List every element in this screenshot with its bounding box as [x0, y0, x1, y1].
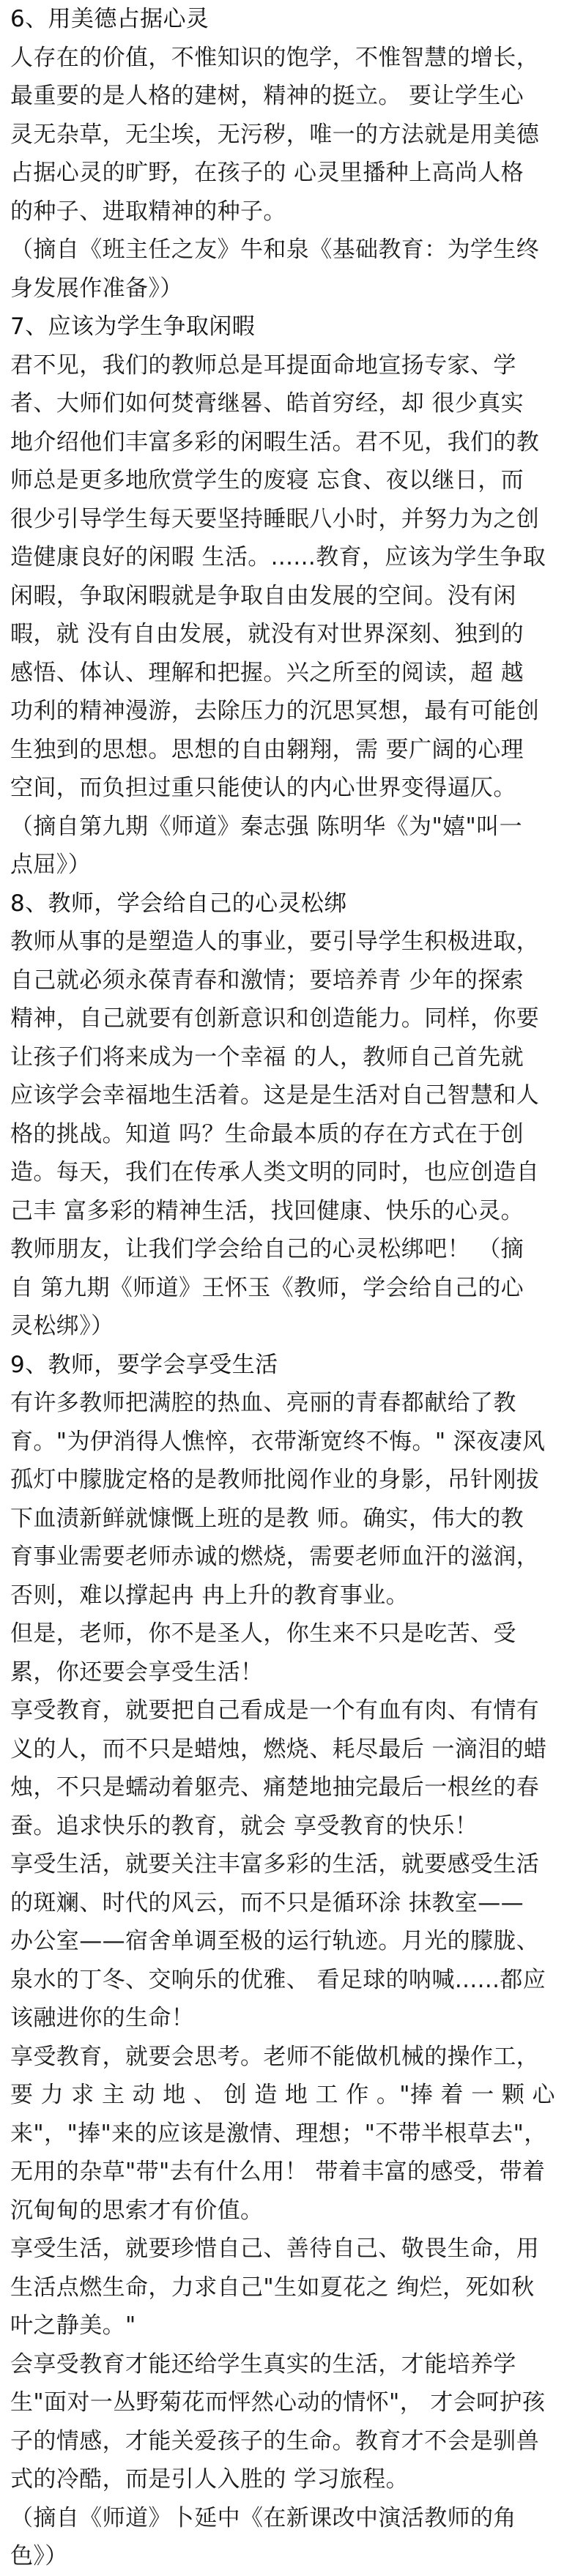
paragraph-line: 蚕。追求快乐的教育，就会 享受教育的快乐！: [10, 1812, 478, 1839]
citation-line: 身发展作准备》）: [10, 275, 183, 302]
paragraph-line: 应该学会幸福地生活着。这是是生活对自己智慧和人: [10, 1082, 540, 1109]
paragraph-line: 师总是更多地欣赏学生的废寝 忘食、夜以继日，而: [10, 467, 524, 494]
paragraph-line: 人存在的价值，不惟知识的饱学，不惟智慧的增长，: [10, 44, 540, 71]
paragraph-line: 该融进你的生命！: [10, 2005, 195, 2031]
paragraph-line: 无用的杂草"带"去有什么用！ 带着丰富的感受，带着: [10, 2159, 546, 2185]
paragraph-line: 累，你还要会享受生活！: [10, 1659, 264, 1686]
paragraph-line: 烛，不只是蠕动着躯壳、痛楚地抽完最后一根丝的春: [10, 1774, 540, 1801]
citation-line: 点屈》）: [10, 852, 92, 878]
paragraph-line: 孤灯中朦胧定格的是教师批阅作业的身影，吊针刚拔: [10, 1467, 540, 1493]
paragraph-line: 否则，难以撑起冉 冉上升的教育事业。: [10, 1582, 409, 1609]
paragraph-line: 暇，就 没有自由发展，就没有对世界深刻、独到的: [10, 621, 524, 647]
paragraph-line: 教师朋友，让我们学会给自己的心灵松绑吧！ （摘: [10, 1236, 524, 1262]
paragraph-line: 生"面对一丛野菊花而怦然心动的情怀"， 才会呵护孩: [10, 2389, 546, 2416]
citation-line: 自 第九期《师道》王怀玉《教师，学会给自己的心: [10, 1274, 524, 1301]
paragraph-line: 的种子、进取精神的种子。: [10, 198, 286, 225]
citation-line: （摘自《班主任之友》牛和泉《基础教育：为学生终: [10, 237, 540, 263]
paragraph-line: 要 力 求 主 动 地 、 创 造 地 工 作 。"捧 着 一 颗 心: [10, 2082, 555, 2108]
paragraph-line: 式的冷酷，而是引人入胜的 学习旅程。: [10, 2466, 409, 2493]
paragraph-line: 享受生活，就要关注丰富多彩的生活，就要感受生活: [10, 1851, 540, 1877]
paragraph-line: 灵无杂草，无尘埃，无污秽，唯一的方法就是用美德: [10, 121, 540, 148]
paragraph-line: 占据心灵的旷野，在孩子的 心灵里播种上高尚人格: [10, 160, 524, 186]
paragraph-line: 教师从事的是塑造人的事业，要引导学生积极进取，: [10, 928, 540, 955]
paragraph-line: 最重要的是人格的建树，精神的挺立。 要让学生心: [10, 83, 524, 109]
paragraph-line: 享受教育，就要会思考。老师不能做机械的操作工，: [10, 2043, 540, 2070]
paragraph-line: 让孩子们将来成为一个幸福 的人，教师自己首先就: [10, 1043, 524, 1071]
paragraph-line: 下血渍新鲜就慷慨上班的是教 师。确实，伟大的教: [10, 1505, 524, 1532]
paragraph-line: 很少引导学生每天要坚持睡眠八小时，并努力为之创: [10, 505, 540, 532]
paragraph-line: 造。每天，我们在传承人类文明的同时，也应创造自: [10, 1159, 540, 1185]
paragraph-line: 享受生活，就要珍惜自己、善待自己、敬畏生命，用: [10, 2236, 540, 2262]
citation-line: （摘自《师道》卜延中《在新课改中演活教师的角: [10, 2504, 516, 2531]
paragraph-line: 格的挑战。知道 吗？生命最本质的存在方式在于创: [10, 1120, 524, 1147]
paragraph-line: 办公室——宿舍单调至极的运行轨迹。月光的朦胧、: [10, 1928, 540, 1954]
citation-line: 灵松绑》）: [10, 1313, 114, 1339]
citation-line: 色》）: [10, 2543, 68, 2569]
paragraph-line: 育事业需要老师赤诚的燃烧，需要老师血汗的滋润，: [10, 1544, 540, 1570]
section-heading: 8、教师，学会给自己的心灵松绑: [10, 890, 347, 917]
paragraph-line: 己丰 富多彩的精神生活，找回健康、快乐的心灵。: [10, 1197, 524, 1224]
paragraph-line: 的斑斓、时代的风云，而不只是循环涂 抹教室——: [10, 1889, 524, 1916]
paragraph-line: 功利的精神漫游，去除压力的沉思冥想，最有可能创: [10, 698, 540, 724]
paragraph-line: 感悟、体认、理解和把握。兴之所至的阅读，超 越: [10, 659, 524, 686]
paragraph-line: 泉水的丁冬、交响乐的优雅、 看足球的呐喊......都应: [10, 1966, 546, 1993]
paragraph-line: 义的人，而不只是蜡烛，燃烧、耗尽最后 一滴泪的蜡: [10, 1735, 547, 1762]
paragraph-line: 育。"为伊消得人憔悴，衣带渐宽终不悔。" 深夜凄风: [10, 1428, 546, 1455]
paragraph-line: 精神，自己就要有创新意识和创造能力。同样，你要: [10, 1005, 540, 1032]
section-heading: 9、教师，要学会享受生活: [10, 1351, 278, 1378]
paragraph-line: 地介绍他们丰富多彩的闲暇生活。君不见，我们的教: [10, 428, 540, 455]
paragraph-line: 叶之静美。": [10, 2312, 136, 2339]
paragraph-line: 君不见，我们的教师总是耳提面命地宣扬专家、学: [10, 351, 516, 379]
paragraph-line: 有许多教师把满腔的热血、亮丽的青春都献给了教: [10, 1390, 516, 1416]
paragraph-line: 闲暇，争取闲暇就是争取自由发展的空间。没有闲: [10, 582, 516, 609]
paragraph-line: 来"，"捧"来的应该是激情、理想；"不带半根草去"，: [10, 2120, 547, 2147]
paragraph-line: 会享受教育才能还给学生真实的生活，才能培养学: [10, 2350, 516, 2378]
paragraph-line: 者、大师们如何焚膏继晷、皓首穷经，却 很少真实: [10, 390, 524, 417]
paragraph-line: 但是，老师，你不是圣人，你生来不只是吃苦、受: [10, 1620, 516, 1647]
paragraph-line: 造健康良好的闲暇 生活。......教育，应该为学生争取: [10, 544, 546, 570]
section-heading: 6、用美德占据心灵: [10, 6, 209, 32]
paragraph-line: 子的情感，才能关爱孩子的生命。教育才不会是驯兽: [10, 2427, 540, 2454]
citation-line: （摘自第九期《师道》秦志强 陈明华《为"嬉"叫一: [10, 813, 522, 840]
paragraph-line: 自己就必须永葆青春和激情；要培养青 少年的探索: [10, 967, 524, 994]
section-heading: 7、应该为学生争取闲暇: [10, 313, 256, 340]
paragraph-line: 沉甸甸的思索才有价值。: [10, 2197, 264, 2224]
paragraph-line: 生活点燃生命，力求自己"生如夏花之 绚烂，死如秋: [10, 2274, 535, 2301]
paragraph-line: 生独到的思想。思想的自由翱翔，需 要广阔的心理: [10, 736, 524, 763]
paragraph-line: 享受教育，就要把自己看成是一个有血有肉、有情有: [10, 1697, 540, 1724]
paragraph-line: 空间，而负担过重只能使认的内心世界变得逼仄。: [10, 775, 516, 801]
